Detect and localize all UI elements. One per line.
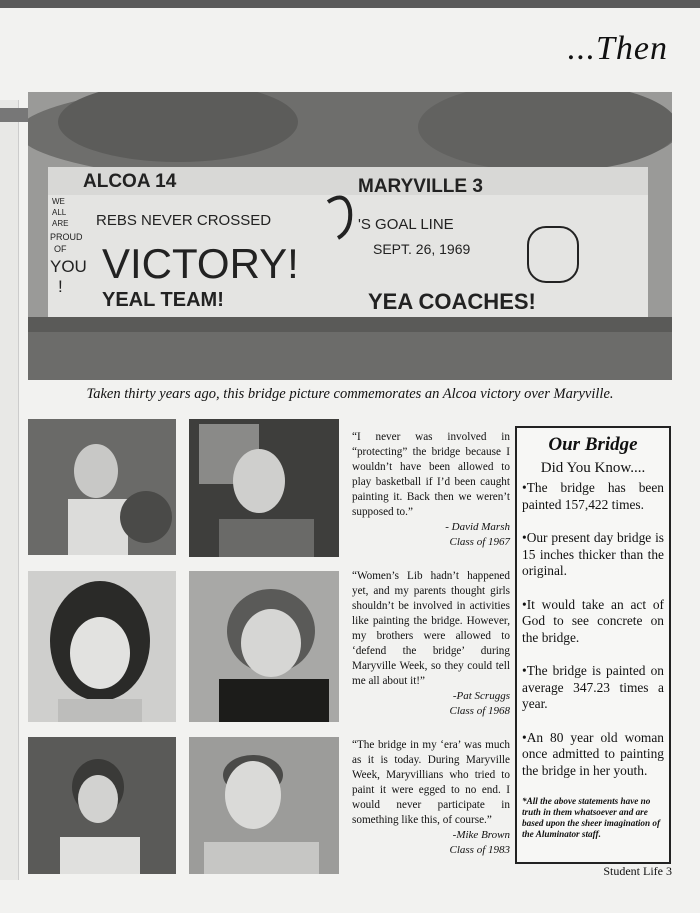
page-edge-top (0, 0, 700, 8)
quote-pat-scruggs (352, 569, 510, 719)
svg-text:ARE: ARE (52, 219, 69, 228)
sidebar-fact: •An 80 year old woman once admitted to painting the bridge in her youth. (522, 729, 664, 778)
quote-author: -Mike Brown (452, 829, 510, 841)
page-edge-tab (0, 108, 30, 122)
bridge-photo (28, 92, 672, 380)
quote-author: -Pat Scruggs (452, 690, 510, 702)
quote-text: “The bridge in my ‘era’ was much as it is today. During Maryville Week, Maryvillians who tried to paint it were egged to no end. I would never participate in something like this, of course.” (352, 739, 510, 826)
page-heading: ...Then (567, 30, 668, 67)
portrait-pat-scruggs-now (189, 571, 339, 722)
portrait-david-marsh-1967 (28, 419, 176, 555)
sidebar-disclaimer: *All the above statements have no truth in them whatsoever and are based upon the sheer imagination of the Aluminator staff. (522, 796, 661, 839)
wall-line-rebs: REBS NEVER CROSSED (96, 212, 272, 229)
bridge-photo-caption: Taken thirty years ago, this bridge picture commemorates an Alcoa victory over Maryville. (86, 386, 614, 402)
quote-class: Class of 1983 (449, 844, 510, 856)
page-footer: Student Life 3 (603, 864, 672, 878)
wall-date: SEPT. 26, 1969 (373, 241, 471, 257)
svg-text:PROUD: PROUD (50, 232, 83, 242)
page-binding-edge (0, 100, 19, 880)
quote-text: “I never was involved in “protecting” the bridge because I wouldn’t have been allowed to play basketball if I’d been caught painting it. Back then we weren’t supposed to.” (352, 431, 510, 518)
svg-text:ALL: ALL (52, 208, 67, 217)
wall-line-goal: 'S GOAL LINE (358, 216, 454, 233)
wall-yea-coaches: YEA COACHES! (368, 289, 536, 314)
svg-text:WE: WE (52, 197, 65, 206)
quote-class: Class of 1968 (449, 705, 510, 717)
portrait-david-marsh-now (189, 419, 339, 557)
portrait-mike-brown-1983 (28, 737, 176, 874)
quote-author: - David Marsh (445, 521, 510, 533)
wall-score-maryville: MARYVILLE 3 (358, 176, 483, 197)
sidebar-fact: •The bridge is painted on average 347.23 times a year. (522, 663, 664, 711)
sidebar-fact: •Our present day bridge is 15 inches thicker than the original. (522, 530, 664, 578)
quote-mike-brown (352, 738, 510, 858)
svg-text:OF: OF (54, 244, 67, 254)
quote-class: Class of 1967 (449, 536, 510, 548)
wall-yea-team: YEAL TEAM! (102, 289, 224, 311)
sidebar-fact: •The bridge has been painted 157,422 times. (522, 480, 664, 512)
sidebar-fact: •It would take an act of God to see concrete on the bridge. (522, 596, 664, 645)
sidebar-subtitle: Did You Know.... (540, 460, 646, 476)
quote-text: “Women’s Lib hadn’t happened yet, and my parents thought girls shouldn’t be involved in activities like painting the bridge. However, my brothers were allowed to ‘defend the bridge’ during Maryville Week, so they could tell me all about it!” (352, 570, 510, 687)
svg-text:YOU: YOU (50, 257, 87, 276)
quote-david-marsh (352, 430, 510, 550)
portrait-mike-brown-now (189, 737, 339, 874)
portrait-pat-scruggs-1968 (28, 571, 176, 722)
wall-score-alcoa: ALCOA 14 (83, 171, 177, 192)
wall-victory: VICTORY! (102, 240, 299, 287)
svg-text:!: ! (58, 277, 63, 296)
our-bridge-sidebar (515, 426, 671, 864)
sidebar-title: Our Bridge (548, 434, 638, 455)
